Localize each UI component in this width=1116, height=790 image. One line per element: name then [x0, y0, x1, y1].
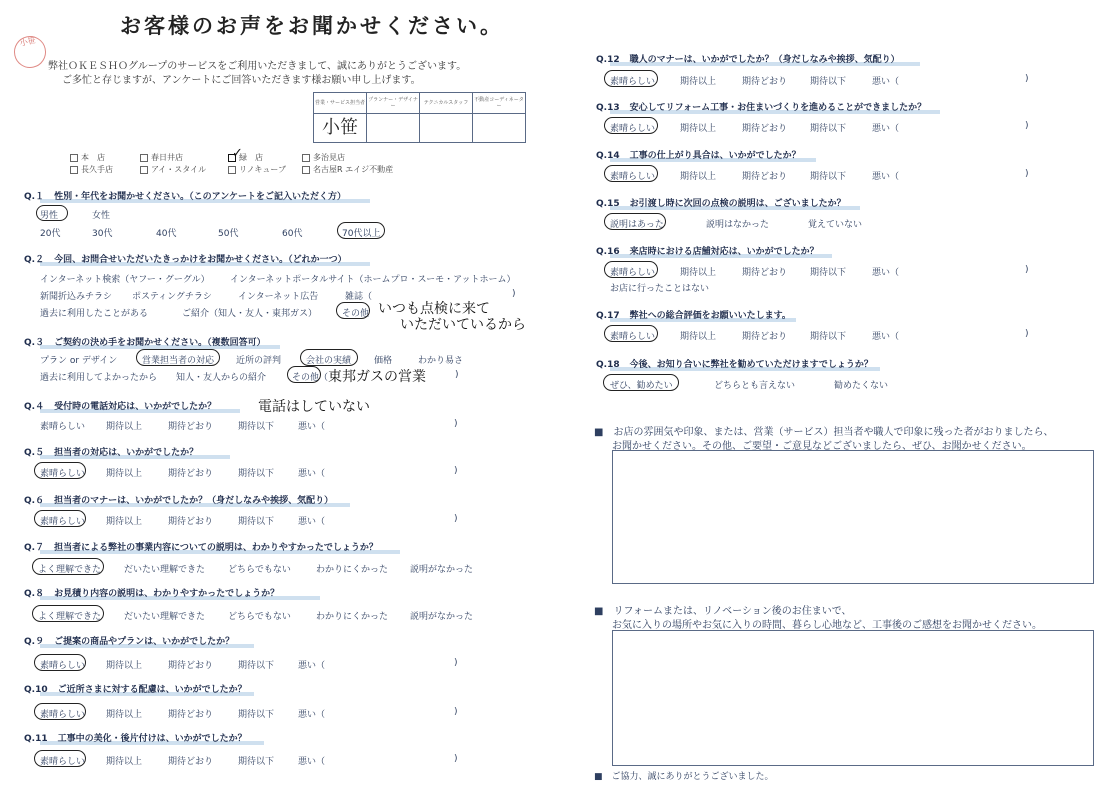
q3-friend-referral[interactable]: 知人・友人からの紹介 — [176, 373, 267, 383]
q8-option-5[interactable]: 説明がなかった — [410, 612, 474, 622]
q14-rating-3[interactable]: 期待どおり — [742, 172, 788, 182]
q17-rating-5[interactable]: 悪い（ — [872, 332, 900, 342]
q3-other[interactable]: その他（ — [292, 373, 329, 383]
q15-option-3[interactable]: 覚えていない — [808, 220, 863, 230]
q17-heading: Q.17 弊社への総合評価をお願いいたします。 — [596, 311, 791, 321]
q2-handwriting-1: いつも点検に来て — [378, 301, 490, 317]
q16-rating-1[interactable]: 素晴らしい — [610, 268, 656, 278]
q16-rating-4[interactable]: 期待以下 — [810, 268, 847, 278]
q7-option-4[interactable]: わかりにくかった — [316, 565, 389, 575]
q13-heading: Q.13 安心してリフォーム工事・お住まいづくりを進めることができましたか？ — [596, 103, 927, 113]
staff-header-technical: テクニカルスタッフ — [420, 93, 473, 114]
q8-option-3[interactable]: どちらでもない — [228, 612, 291, 622]
q14-heading: Q.14 工事の仕上がり具合は、いかがでしたか？ — [596, 151, 801, 161]
comment2-textbox[interactable] — [612, 630, 1094, 766]
q7-option-3[interactable]: どちらでもない — [228, 565, 291, 575]
q13-rating-1[interactable]: 素晴らしい — [610, 124, 656, 134]
q9-rating-1[interactable]: 素晴らしい — [40, 661, 86, 671]
q2-newspaper[interactable]: 新聞折込みチラシ — [40, 292, 113, 302]
paren-close: ) — [454, 514, 458, 524]
q6-heading: Q.６ 担当者のマナーは、いかがでしたか？（身だしなみや挨拶、気配り） — [24, 496, 334, 506]
q10-rating-1[interactable]: 素晴らしい — [40, 710, 86, 720]
paren-close: ) — [1025, 329, 1029, 339]
q15-heading: Q.15 お引渡し時に次回の点検の説明は、ございましたか？ — [596, 199, 846, 209]
q17-rating-3[interactable]: 期待どおり — [742, 332, 788, 342]
q2-internet-search[interactable]: インターネット検索（ヤフー・グーグル） — [40, 275, 210, 285]
q3-plan-design[interactable]: プラン or デザイン — [40, 356, 118, 366]
q18-option-2[interactable]: どちらとも言えない — [714, 381, 796, 391]
comment1-textbox[interactable] — [612, 450, 1094, 584]
staff-cell — [473, 114, 526, 143]
stamp: 小笹 — [11, 33, 49, 71]
check-mark-icon: ✓ — [232, 146, 243, 161]
staff-table — [313, 92, 526, 143]
q16-rating-5[interactable]: 悪い（ — [872, 268, 900, 278]
q10-rating-2[interactable]: 期待以上 — [106, 710, 143, 720]
q4-rating-4[interactable]: 期待以下 — [238, 422, 275, 432]
comment2-label: ■ リフォームまたは、リノベーション後のお住まいで、 — [594, 606, 852, 617]
q11-rating-2[interactable]: 期待以上 — [106, 757, 143, 767]
q17-rating-1[interactable]: 素晴らしい — [610, 332, 656, 342]
q6-rating-4[interactable]: 期待以下 — [238, 517, 275, 527]
q12-rating-5[interactable]: 悪い（ — [872, 77, 900, 87]
q12-heading: Q.12 職人のマナーは、いかがでしたか？（身だしなみや挨拶、気配り） — [596, 55, 900, 65]
staff-header-planner: プランナー・デザイナー — [367, 93, 420, 114]
q6-rating-3[interactable]: 期待どおり — [168, 517, 214, 527]
page-title: お客様のお声をお聞かせください。 — [120, 14, 504, 38]
q11-rating-5[interactable]: 悪い（ — [298, 757, 326, 767]
intro-line-1: 弊社ＯＫＥＳＨＯグループのサービスをご利用いただきまして、誠にありがとうございます。 — [48, 61, 467, 72]
q1-50s[interactable]: 50代 — [218, 229, 239, 239]
branch-label: 多治見店 — [313, 153, 345, 162]
q5-rating-4[interactable]: 期待以下 — [238, 469, 275, 479]
q16-heading: Q.16 来店時における店舗対応は、いかがでしたか？ — [596, 247, 819, 257]
q8-heading: Q.８ お見積り内容の説明は、わかりやすかったでしょうか？ — [24, 589, 280, 599]
q3-company-record[interactable]: 会社の実績 — [306, 356, 352, 366]
q10-heading: Q.10 ご近所さまに対する配慮は、いかがでしたか？ — [24, 685, 247, 695]
q1-70s-plus[interactable]: 70代以上 — [342, 229, 381, 239]
branch-honten[interactable] — [70, 152, 105, 163]
q9-rating-5[interactable]: 悪い（ — [298, 661, 326, 671]
q5-rating-5[interactable]: 悪い（ — [298, 469, 326, 479]
q9-rating-4[interactable]: 期待以下 — [238, 661, 275, 671]
q15-option-1[interactable]: 説明はあった — [610, 220, 664, 230]
q11-rating-4[interactable]: 期待以下 — [238, 757, 275, 767]
q4-rating-2[interactable]: 期待以上 — [106, 422, 143, 432]
paren-close: ) — [1025, 121, 1029, 131]
q10-rating-4[interactable]: 期待以下 — [238, 710, 275, 720]
staff-cell — [420, 114, 473, 143]
q8-option-2[interactable]: だいたい理解できた — [124, 612, 206, 622]
q12-rating-4[interactable]: 期待以下 — [810, 77, 847, 87]
q7-option-5[interactable]: 説明がなかった — [410, 565, 474, 575]
q13-rating-2[interactable]: 期待以上 — [680, 124, 717, 134]
q6-rating-5[interactable]: 悪い（ — [298, 517, 326, 527]
q9-rating-2[interactable]: 期待以上 — [106, 661, 143, 671]
q12-rating-2[interactable]: 期待以上 — [680, 77, 717, 87]
q7-option-1[interactable]: よく理解できた — [38, 565, 102, 575]
branch-label: 春日井店 — [151, 153, 183, 162]
q4-heading: Q.４ 受付時の電話対応は、いかがでしたか？ — [24, 402, 217, 412]
comment1-label-2: お聞かせください。その他、ご要望・ご意見などございましたら、ぜひ、お聞かせください。 — [612, 441, 1032, 452]
q10-rating-3[interactable]: 期待どおり — [168, 710, 214, 720]
branch-label: 長久手店 — [81, 165, 113, 174]
q6-rating-1[interactable]: 素晴らしい — [40, 517, 86, 527]
q9-heading: Q.９ ご提案の商品やプランは、いかがでしたか？ — [24, 637, 235, 647]
q1-female[interactable]: 女性 — [92, 211, 111, 221]
q17-rating-2[interactable]: 期待以上 — [680, 332, 717, 342]
branch-nagakute[interactable] — [70, 164, 113, 175]
q3-handwriting: 東邦ガスの営業 — [328, 369, 426, 385]
branch-tajimi[interactable] — [302, 152, 345, 163]
q4-rating-1[interactable]: 素晴らしい — [40, 422, 86, 432]
q2-used-before[interactable]: 過去に利用したことがある — [40, 309, 149, 319]
q10-rating-5[interactable]: 悪い（ — [298, 710, 326, 720]
paren-close: ) — [512, 289, 516, 299]
paren-close: ) — [454, 707, 458, 717]
q1-40s[interactable]: 40代 — [156, 229, 177, 239]
q13-rating-5[interactable]: 悪い（ — [872, 124, 900, 134]
q7-heading: Q.７ 担当者による弊社の事業内容についての説明は、わかりやすかったでしょうか？ — [24, 543, 378, 553]
branch-renocube[interactable] — [228, 164, 286, 175]
branch-kasugai[interactable] — [140, 152, 183, 163]
q3-neighborhood[interactable]: 近所の評判 — [236, 356, 282, 366]
q3-price[interactable]: 価格 — [374, 356, 393, 366]
paren-close: ) — [1025, 74, 1029, 84]
q1-20s[interactable]: 20代 — [40, 229, 61, 239]
q14-rating-2[interactable]: 期待以上 — [680, 172, 717, 182]
q15-option-2[interactable]: 説明はなかった — [706, 220, 770, 230]
q4-handwriting: 電話はしていない — [258, 399, 370, 415]
staff-header-realestate: 不動産コーディネーター — [473, 93, 526, 114]
q16-never-visited[interactable]: お店に行ったことはない — [610, 284, 710, 294]
q5-rating-1[interactable]: 素晴らしい — [40, 469, 86, 479]
q13-rating-4[interactable]: 期待以下 — [810, 124, 847, 134]
branch-nagoya-r-age[interactable] — [302, 164, 393, 175]
q12-rating-1[interactable]: 素晴らしい — [610, 77, 656, 87]
branch-label: 名古屋R エイジ不動産 — [313, 165, 394, 174]
q16-rating-3[interactable]: 期待どおり — [742, 268, 788, 278]
paren-close: ) — [454, 754, 458, 764]
q13-rating-3[interactable]: 期待どおり — [742, 124, 788, 134]
paren-close: ) — [1025, 265, 1029, 275]
branch-istyle[interactable] — [140, 164, 206, 175]
q2-net-ad[interactable]: インターネット広告 — [238, 292, 319, 302]
q16-rating-2[interactable]: 期待以上 — [680, 268, 717, 278]
q3-clarity[interactable]: わかり易さ — [418, 356, 464, 366]
q11-rating-3[interactable]: 期待どおり — [168, 757, 214, 767]
branch-label: 緑 店 — [239, 153, 263, 162]
q3-sales-rep[interactable]: 営業担当者の対応 — [142, 356, 215, 366]
q2-posting[interactable]: ポスティングチラシ — [132, 292, 212, 302]
q5-heading: Q.５ 担当者の対応は、いかがでしたか？ — [24, 448, 199, 458]
q11-heading: Q.11 工事中の美化・後片付けは、いかがでしたか？ — [24, 734, 247, 744]
thanks-text: ■ ご協力、誠にありがとうございました。 — [594, 772, 774, 782]
q5-rating-2[interactable]: 期待以上 — [106, 469, 143, 479]
q1-heading: Q.１ 性別・年代をお聞かせください。（このアンケートをご記入いただく方） — [24, 192, 347, 202]
paren-close: ) — [454, 466, 458, 476]
q2-magazine[interactable]: 雑誌（ — [345, 292, 373, 302]
q2-heading: Q.２ 今回、お問合せいただいたきっかけをお聞かせください。（どれか一つ） — [24, 255, 347, 265]
q14-rating-1[interactable]: 素晴らしい — [610, 172, 656, 182]
q12-rating-3[interactable]: 期待どおり — [742, 77, 788, 87]
q8-option-1[interactable]: よく理解できた — [38, 612, 102, 622]
comment2-label-2: お気に入りの場所やお気に入りの時間、暮らし心地など、工事後のご感想をお聞かせください。 — [612, 620, 1042, 631]
q4-rating-3[interactable]: 期待どおり — [168, 422, 214, 432]
branch-label: 本 店 — [81, 153, 105, 162]
q18-option-3[interactable]: 勧めたくない — [834, 381, 889, 391]
q1-30s[interactable]: 30代 — [92, 229, 113, 239]
paren-close: ) — [1025, 169, 1029, 179]
comment1-label: ■ お店の雰囲気や印象、または、営業（サービス）担当者や職人で印象に残った者がおりましたら、 — [594, 427, 1054, 438]
paren-close: ) — [455, 370, 459, 380]
branch-label: リノキューブ — [239, 165, 286, 174]
q11-rating-1[interactable]: 素晴らしい — [40, 757, 86, 767]
q6-rating-2[interactable]: 期待以上 — [106, 517, 143, 527]
q2-other[interactable]: その他 — [342, 309, 370, 319]
q14-rating-5[interactable]: 悪い（ — [872, 172, 900, 182]
staff-signature: 小笹 — [314, 114, 367, 143]
q3-good-before[interactable]: 過去に利用してよかったから — [40, 373, 158, 383]
q9-rating-3[interactable]: 期待どおり — [168, 661, 214, 671]
q3-heading: Q.３ ご契約の決め手をお聞かせください。（複数回答可） — [24, 338, 266, 348]
q8-option-4[interactable]: わかりにくかった — [316, 612, 389, 622]
q14-rating-4[interactable]: 期待以下 — [810, 172, 847, 182]
q4-rating-5[interactable]: 悪い（ — [298, 422, 326, 432]
q5-rating-3[interactable]: 期待どおり — [168, 469, 214, 479]
staff-header-sales: 営業・サービス担当者 — [314, 93, 367, 114]
q1-60s[interactable]: 60代 — [282, 229, 303, 239]
paren-close: ) — [454, 419, 458, 429]
q18-heading: Q.18 今後、お知り合いに弊社を勧めていただけますでしょうか？ — [596, 360, 873, 370]
q1-male[interactable]: 男性 — [40, 211, 59, 221]
q2-handwriting-2: いただいているから — [400, 317, 526, 333]
q7-option-2[interactable]: だいたい理解できた — [124, 565, 206, 575]
staff-cell — [367, 114, 420, 143]
q17-rating-4[interactable]: 期待以下 — [810, 332, 847, 342]
q2-referral[interactable]: ご紹介（知人・友人・東邦ガス） — [182, 309, 318, 319]
q2-portal-site[interactable]: インターネットポータルサイト（ホームプロ・スーモ・アットホーム） — [230, 275, 516, 285]
intro-line-2: ご多忙と存じますが、アンケートにご回答いただきます様お願い申し上げます。 — [62, 75, 421, 86]
q18-option-1[interactable]: ぜひ、勧めたい — [610, 381, 673, 391]
paren-close: ) — [454, 658, 458, 668]
branch-label: アイ・スタイル — [151, 165, 207, 174]
